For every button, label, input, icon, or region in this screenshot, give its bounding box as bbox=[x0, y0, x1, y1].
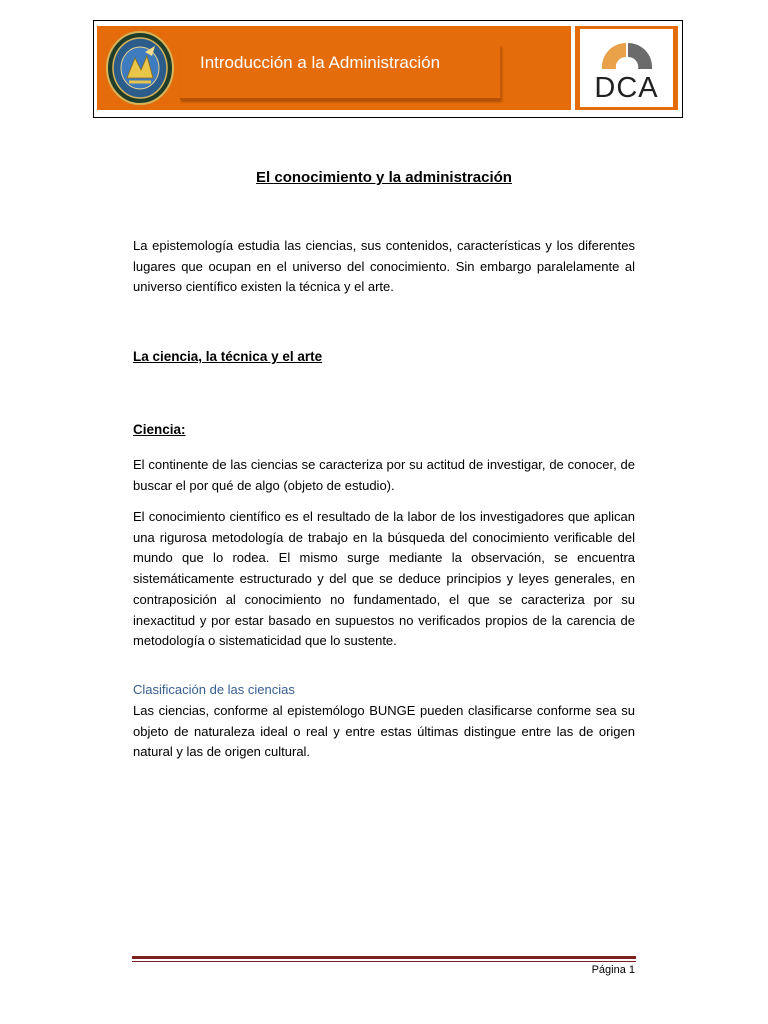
page-number: Página 1 bbox=[591, 964, 635, 976]
header-title: Introducción a la Administración bbox=[200, 53, 441, 72]
clasificacion-heading: Clasificación de las ciencias bbox=[133, 682, 295, 697]
title-box bbox=[180, 46, 501, 100]
ciencia-paragraph-1: El continente de las ciencias se caracteriza por su actitud de investigar, de conocer, de buscar el por qué de algo (objeto de estudio). bbox=[133, 457, 635, 493]
intro-paragraph: La epistemología estudia las ciencias, sus contenidos, características y los diferentes lugares que ocupan en el universo del conocimiento. Sin embargo paralelamente al universo científico existen la técnica y el arte. bbox=[133, 238, 635, 295]
header-banner bbox=[93, 20, 683, 118]
footer-rule-thin bbox=[132, 961, 636, 962]
university-seal-icon bbox=[105, 30, 175, 106]
header-band bbox=[97, 26, 571, 110]
clasificacion-paragraph: Las ciencias, conforme al epistemólogo BUNGE pueden clasificarse conforme sea su objeto de naturaleza ideal o real y entre estas últimas distingue entre las de origen natural y las de origen cultural. bbox=[133, 703, 635, 760]
footer-rule bbox=[132, 956, 636, 959]
dca-logo bbox=[580, 29, 673, 107]
section-heading: La ciencia, la técnica y el arte bbox=[133, 349, 323, 364]
dca-logo-panel bbox=[575, 26, 678, 110]
dca-logo-arc-icon bbox=[580, 29, 673, 73]
ciencia-paragraph-2: El conocimiento científico es el resultado de la labor de los investigadores que aplican una rigurosa metodología de trabajo en la búsqueda del conocimiento verificable del mundo que lo rodea. El mismo surge mediante la observación, se encuentra sistemáticamente estructurado y del que se deduce principios y leyes generales, en contraposición al conocimiento no fundamentado, el que se caracteriza por su inexactitud y por estar basado en supuestos no verificados propios de la carencia de metodología o sistematicidad que lo sustente. bbox=[133, 509, 635, 649]
ciencia-heading: Ciencia: bbox=[133, 422, 186, 437]
logo-text: DCA bbox=[594, 72, 659, 104]
document-title: El conocimiento y la administración bbox=[256, 169, 512, 186]
